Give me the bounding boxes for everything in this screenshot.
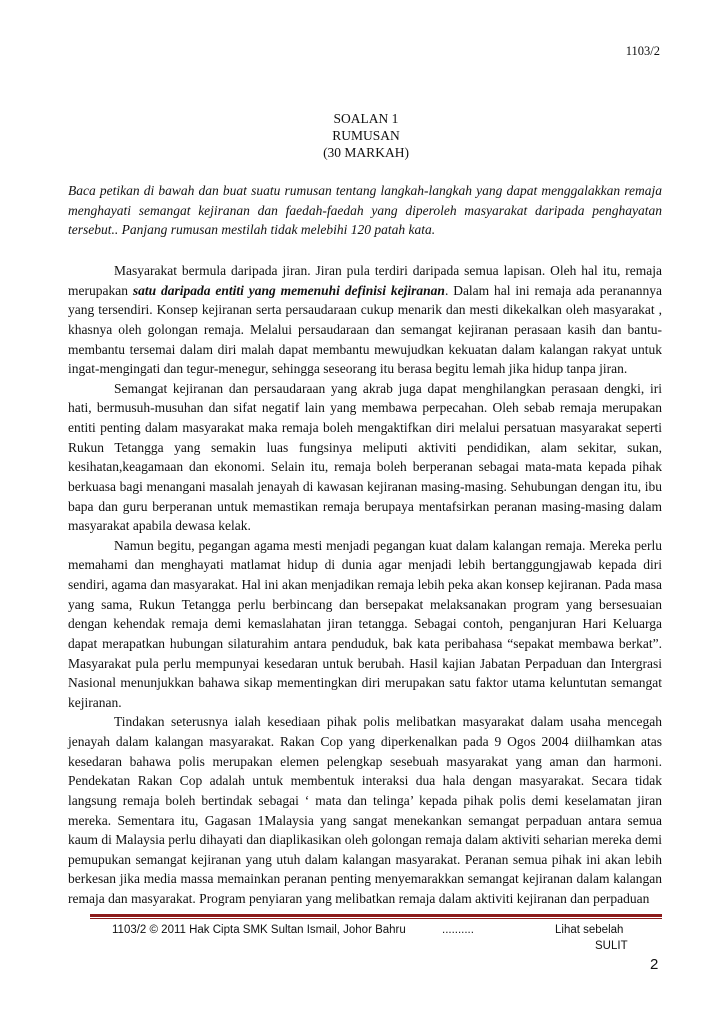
- paragraph-1: [68, 261, 662, 379]
- paragraph-1-text-a: Masyarakat bermula daripada jiran. Jiran pula terdiri daripada semua lapisan. Oleh hal itu, remaja merupakan: [68, 263, 662, 298]
- footer-copyright: 1103/2 © 2011 Hak Cipta SMK Sultan Ismail, Johor Bahru: [112, 924, 406, 936]
- question-type: RUMUSAN: [332, 128, 400, 143]
- instructions: Baca petikan di bawah dan buat suatu rumusan tentang langkah-langkah yang dapat menggalakkan remaja menghayati semangat kejiranan dan faedah-faedah yang diperoleh masyarakat daripada penghayatan tersebut.. Panjang rumusan mestilah tidak melebihi 120 patah kata.: [68, 183, 662, 238]
- question-heading: [296, 110, 436, 161]
- emphasis-text: satu daripada entiti yang memenuhi definisi kejiranan: [132, 282, 445, 298]
- paragraph-4: Tindakan seterusnya ialah kesediaan pihak polis melibatkan masyarakat dalam usaha mencegah jenayah dalam kalangan masyarakat. Rakan Cop yang diperkenalkan pada 9 Ogos 2004 diilhamkan atas kesedaran bahawa polis merupakan elemen pelengkap sesebuah masyarakat yang aman dan harmoni. Pendekatan Rakan Cop adalah untuk membentuk interaksi dua hala dengan masyarakat. Secara tidak langsung remaja boleh bertindak sebagai ‘ mata dan telinga’ kepada pihak polis demi keselamatan jiran mereka. Sementara itu, Gagasan 1Malaysia yang sangat menekankan semangat perpaduan antara semua kaum di Malaysia perlu dihayati dan diaplikasikan oleh golongan remaja dalam aktiviti seharian mereka demi pemupukan semangat kejiranan yang utuh dalam kalangan masyarakat. Peranan semua pihak ini akan lebih berkesan jika media massa memainkan peranan penting menyemarakkan semangat kejiranan dalam kalangan remaja dan masyarakat. Program penyiaran yang melibatkan remaja dalam aktiviti kejiranan dan perpaduan: [68, 714, 662, 906]
- footer-dots: ..........: [442, 924, 474, 936]
- paragraph-3: Namun begitu, pegangan agama mesti menjadi pegangan kuat dalam kalangan remaja. Mereka perlu memahami dan menghayati matlamat hidup di dunia agar menjadi lebih bertanggungjawab kepada diri sendiri, agama dan masyarakat. Hal ini akan menjadikan remaja lebih peka akan konsep kejiranan. Pada masa yang sama, Rukun Tetangga perlu berbincang dan bersepakat melaksanakan program yang bersesuaian dengan kehendak remaja demi kemaslahatan jiran tetangga. Sebagai contoh, penganjuran Hari Keluarga dapat merapatkan hubungan silaturahim antara penduduk, bak kata peribahasa “sepakat membawa berkat”. Masyarakat pula perlu mempunyai kesedaran untuk berubah. Hasil kajian Jabatan Perpaduan dan Intergrasi Nasional menunjukkan bahawa sikap mementingkan diri merupakan satu faktor utama keluntutan semangat kejiranan.: [68, 537, 662, 710]
- footer-divider: [90, 914, 662, 917]
- paragraph-2: Semangat kejiranan dan persaudaraan yang akrab juga dapat menghilangkan perasaan dengki, iri hati, bermusuh-musuhan dan sifat negatif lain yang membawa perpecahan. Oleh sebab remaja merupakan entiti penting dalam masyarakat maka remaja boleh mengaktifkan diri melalui persatuan masyarakat seperti Rukun Tetangga yang semakin luas fungsinya meliputi aktiviti pendidikan, alam sekitar, sukan, kesihatan,keagamaan dan ekonomi. Selain itu, remaja boleh berperanan sebagai mata-mata kepada pihak berkuasa bagi menangani masalah jenayah di kawasan kejiranan masing-masing. Sehubungan dengan itu, ibu bapa dan guru berperanan untuk memastikan remaja berupaya mentafsirkan peranan masing-masing dalam masyarakat apabila dewasa kelak.: [68, 380, 662, 534]
- passage: [68, 261, 662, 909]
- footer-divider-thin: [90, 918, 662, 919]
- footer-classification: SULIT: [595, 940, 628, 952]
- paper-code: 1103/2: [625, 44, 660, 58]
- question-marks: (30 MARKAH): [323, 145, 409, 160]
- footer-turn-over: Lihat sebelah: [555, 924, 624, 936]
- question-number: SOALAN 1: [333, 111, 399, 126]
- page-number: 2: [650, 956, 659, 973]
- paragraph-1-text-b: . Dalam hal ini remaja ada peranannya yang tersendiri. Konsep kejiranan serta persaudaraan cukup menarik dan mesti dikekalkan oleh masyarakat , khasnya oleh golongan remaja. Melalui persaudaraan dan semangat kejiranan perasaan kasih dan bantu-membantu tersemai dalam diri malah dapat membantu mewujudkan kekuatan dalam kalangan rakyat untuk ingat-mengingati dan tegur-menegur, sehingga seseorang itu berasa begitu lemah jika hidup tanpa jiran.: [68, 282, 662, 377]
